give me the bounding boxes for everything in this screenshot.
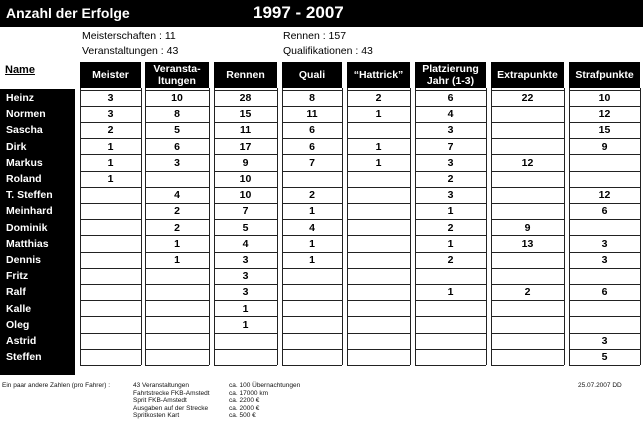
row-name: Astrid — [6, 335, 37, 347]
cell-veranstaltungen: 1 — [174, 237, 180, 250]
grid-hline — [491, 252, 564, 253]
grid-hline — [214, 300, 277, 301]
cell-quali: 1 — [309, 254, 315, 266]
grid-hline — [491, 187, 564, 188]
cell-meister: 3 — [107, 108, 114, 121]
row-name: T. Steffen — [6, 189, 53, 202]
grid-hline — [145, 300, 209, 301]
grid-vline — [347, 88, 348, 365]
cell-extrapunkte: 9 — [524, 221, 531, 234]
grid-hline — [415, 300, 486, 301]
grid-hline — [491, 90, 564, 91]
cell-extrapunkte: 12 — [521, 156, 534, 169]
grid-hline — [214, 252, 277, 253]
grid-hline — [145, 235, 209, 236]
grid-hline — [145, 203, 209, 204]
column-header-rennen — [214, 62, 277, 88]
footer-item-value: ca. 2000 € — [229, 404, 260, 412]
cell-quali: 6 — [309, 140, 315, 153]
grid-hline — [282, 122, 342, 123]
grid-hline — [415, 284, 486, 285]
grid-hline — [347, 268, 410, 269]
cell-strafpunkte: 5 — [601, 351, 608, 364]
grid-hline — [214, 138, 277, 139]
cell-meister: 1 — [107, 140, 114, 153]
column-header-line: Quali — [298, 69, 326, 81]
grid-hline — [80, 349, 141, 350]
grid-hline — [214, 106, 277, 107]
grid-hline — [569, 219, 640, 220]
grid-hline — [282, 90, 342, 91]
grid-hline — [80, 138, 141, 139]
footer-item-label: Ausgaben auf der Strecke — [133, 404, 209, 412]
cell-rennen: 10 — [239, 173, 252, 185]
cell-veranstaltungen: 6 — [174, 140, 180, 153]
grid-vline — [277, 88, 278, 365]
grid-hline — [282, 187, 342, 188]
grid-hline — [347, 106, 410, 107]
grid-hline — [282, 349, 342, 350]
cell-strafpunkte: 3 — [601, 237, 608, 250]
grid-vline — [410, 88, 411, 365]
grid-hline — [214, 235, 277, 236]
row-name: Dominik — [6, 221, 48, 234]
cell-hattrick: 1 — [375, 156, 382, 169]
grid-hline — [145, 90, 209, 91]
row-name: Meinhard — [6, 205, 53, 218]
grid-hline — [80, 365, 141, 366]
cell-rennen: 1 — [242, 318, 249, 331]
grid-hline — [214, 284, 277, 285]
grid-hline — [491, 365, 564, 366]
grid-vline — [486, 88, 487, 365]
cell-rennen: 7 — [242, 205, 249, 218]
grid-hline — [347, 316, 410, 317]
cell-rennen: 3 — [242, 270, 249, 283]
grid-hline — [80, 171, 141, 172]
grid-hline — [214, 154, 277, 155]
grid-hline — [569, 90, 640, 91]
grid-hline — [145, 252, 209, 253]
grid-hline — [415, 171, 486, 172]
grid-hline — [214, 219, 277, 220]
grid-hline — [80, 268, 141, 269]
grid-hline — [347, 333, 410, 334]
cell-extrapunkte: 22 — [521, 92, 534, 104]
grid-hline — [214, 203, 277, 204]
grid-vline — [342, 88, 343, 365]
header-bar — [0, 0, 643, 27]
row-name: Oleg — [6, 318, 30, 331]
grid-hline — [214, 333, 277, 334]
row-name: Markus — [6, 156, 43, 169]
column-header-meister — [80, 62, 141, 88]
grid-hline — [80, 90, 141, 91]
grid-hline — [415, 365, 486, 366]
column-header-line: Platzierung — [422, 63, 479, 75]
cell-meister: 2 — [107, 124, 114, 137]
grid-hline — [80, 235, 141, 236]
grid-hline — [347, 154, 410, 155]
grid-hline — [569, 187, 640, 188]
footer-item-value: ca. 17000 km — [229, 389, 269, 397]
grid-hline — [214, 365, 277, 366]
grid-hline — [145, 171, 209, 172]
grid-hline — [80, 219, 141, 220]
grid-hline — [491, 203, 564, 204]
grid-hline — [282, 219, 342, 220]
grid-hline — [569, 138, 640, 139]
grid-vline — [141, 88, 142, 365]
cell-veranstaltungen: 5 — [174, 124, 180, 137]
cell-meister: 3 — [107, 92, 114, 104]
grid-hline — [347, 349, 410, 350]
cell-strafpunkte: 10 — [598, 92, 611, 104]
cell-veranstaltungen: 8 — [174, 108, 180, 121]
grid-hline — [80, 106, 141, 107]
grid-hline — [415, 316, 486, 317]
grid-hline — [282, 171, 342, 172]
cell-rennen: 5 — [242, 221, 249, 234]
grid-hline — [282, 365, 342, 366]
row-name: Normen — [6, 108, 46, 121]
row-name: Kalle — [6, 302, 32, 315]
column-header-quali — [282, 62, 342, 88]
row-name: Dirk — [6, 140, 27, 153]
cell-veranstaltungen: 1 — [174, 254, 180, 266]
cell-strafpunkte: 15 — [598, 124, 611, 137]
cell-quali: 8 — [309, 92, 315, 104]
column-header-strafpunkte — [569, 62, 640, 88]
grid-hline — [145, 365, 209, 366]
cell-platzierung: 3 — [447, 156, 454, 169]
grid-hline — [347, 300, 410, 301]
grid-hline — [491, 154, 564, 155]
row-name: Roland — [6, 173, 42, 185]
cell-platzierung: 3 — [447, 189, 454, 202]
grid-hline — [569, 171, 640, 172]
grid-hline — [415, 219, 486, 220]
grid-hline — [569, 122, 640, 123]
cell-platzierung: 1 — [447, 237, 454, 250]
grid-hline — [569, 333, 640, 334]
grid-hline — [491, 349, 564, 350]
row-name: Fritz — [6, 270, 29, 283]
grid-hline — [491, 316, 564, 317]
grid-hline — [415, 187, 486, 188]
column-header-line: Strafpunkte — [575, 69, 634, 81]
grid-hline — [491, 106, 564, 107]
cell-meister: 1 — [107, 173, 114, 185]
cell-strafpunkte: 12 — [598, 108, 611, 121]
cell-meister: 1 — [107, 156, 114, 169]
column-header-line: ltungen — [158, 75, 196, 87]
footer-item-label: Spritkosten Kart — [133, 412, 180, 420]
page-title: Anzahl der Erfolge — [6, 5, 130, 21]
grid-hline — [282, 284, 342, 285]
cell-quali: 6 — [309, 124, 315, 137]
column-header-line: Meister — [92, 69, 129, 81]
grid-hline — [415, 90, 486, 91]
footer-item-label: Fahrtstrecke FKB-Amstedt — [133, 389, 210, 397]
footer-date: 25.07.2007 DD — [578, 382, 622, 389]
footer-item-label: Sprit FKB-Amstedt — [133, 397, 187, 405]
grid-hline — [569, 235, 640, 236]
grid-hline — [145, 138, 209, 139]
cell-platzierung: 1 — [447, 205, 454, 218]
cell-strafpunkte: 12 — [598, 189, 611, 202]
grid-hline — [80, 333, 141, 334]
grid-hline — [415, 252, 486, 253]
grid-hline — [569, 316, 640, 317]
column-header-line: “Hattrick” — [353, 69, 404, 81]
grid-hline — [80, 122, 141, 123]
grid-hline — [415, 333, 486, 334]
cell-platzierung: 1 — [447, 286, 454, 299]
grid-hline — [491, 235, 564, 236]
grid-hline — [347, 90, 410, 91]
cell-veranstaltungen: 2 — [174, 221, 180, 234]
footer-item-value: ca. 500 € — [229, 412, 256, 420]
cell-quali: 1 — [309, 205, 315, 218]
grid-hline — [569, 284, 640, 285]
grid-hline — [80, 203, 141, 204]
grid-hline — [282, 252, 342, 253]
grid-hline — [491, 268, 564, 269]
grid-hline — [145, 268, 209, 269]
grid-vline — [209, 88, 210, 365]
cell-strafpunkte: 9 — [601, 140, 608, 153]
grid-hline — [491, 171, 564, 172]
cell-strafpunkte: 3 — [601, 335, 608, 347]
grid-hline — [145, 349, 209, 350]
column-header-line: Veransta- — [153, 63, 201, 75]
grid-hline — [145, 284, 209, 285]
column-header-platzierung — [415, 62, 486, 88]
cell-rennen: 3 — [242, 286, 249, 299]
grid-hline — [282, 138, 342, 139]
row-name: Matthias — [6, 237, 49, 250]
cell-rennen: 9 — [242, 156, 249, 169]
grid-hline — [214, 171, 277, 172]
row-name: Steffen — [6, 351, 42, 364]
grid-hline — [491, 333, 564, 334]
grid-hline — [569, 154, 640, 155]
column-header-line: Rennen — [226, 69, 265, 81]
grid-hline — [569, 203, 640, 204]
grid-hline — [214, 122, 277, 123]
grid-hline — [80, 252, 141, 253]
column-header-hattrick — [347, 62, 410, 88]
grid-hline — [282, 300, 342, 301]
grid-hline — [80, 284, 141, 285]
grid-hline — [214, 316, 277, 317]
cell-veranstaltungen: 3 — [174, 156, 180, 169]
grid-hline — [145, 219, 209, 220]
cell-strafpunkte: 3 — [601, 254, 608, 266]
grid-hline — [80, 316, 141, 317]
cell-rennen: 10 — [239, 189, 252, 202]
column-header-veranstaltungen — [145, 62, 209, 88]
year-range: 1997 - 2007 — [253, 3, 344, 22]
grid-hline — [415, 138, 486, 139]
column-header-extrapunkte — [491, 62, 564, 88]
cell-veranstaltungen: 4 — [174, 189, 180, 202]
column-header-line: Extrapunkte — [497, 69, 558, 81]
cell-quali: 2 — [309, 189, 315, 202]
grid-hline — [347, 235, 410, 236]
grid-hline — [415, 349, 486, 350]
cell-strafpunkte: 6 — [601, 286, 608, 299]
cell-platzierung: 7 — [447, 140, 454, 153]
grid-hline — [282, 106, 342, 107]
grid-hline — [347, 284, 410, 285]
cell-hattrick: 2 — [375, 92, 382, 104]
grid-hline — [282, 316, 342, 317]
row-name: Ralf — [6, 286, 26, 299]
grid-hline — [347, 252, 410, 253]
cell-rennen: 3 — [242, 254, 249, 266]
grid-vline — [640, 88, 641, 365]
footer-label: Ein paar andere Zahlen (pro Fahrer) : — [2, 382, 111, 389]
grid-hline — [214, 349, 277, 350]
grid-hline — [282, 333, 342, 334]
cell-rennen: 1 — [242, 302, 249, 315]
grid-hline — [415, 106, 486, 107]
grid-hline — [347, 171, 410, 172]
grid-hline — [569, 252, 640, 253]
cell-platzierung: 2 — [447, 173, 454, 185]
grid-hline — [282, 268, 342, 269]
grid-hline — [491, 138, 564, 139]
cell-veranstaltungen: 10 — [171, 92, 183, 104]
grid-hline — [145, 154, 209, 155]
grid-hline — [145, 316, 209, 317]
grid-hline — [415, 268, 486, 269]
grid-hline — [282, 154, 342, 155]
row-name: Heinz — [6, 92, 35, 104]
grid-hline — [491, 300, 564, 301]
cell-rennen: 11 — [239, 124, 252, 137]
grid-hline — [80, 154, 141, 155]
grid-hline — [569, 349, 640, 350]
grid-hline — [347, 219, 410, 220]
summary-meisterschaften: Meisterschaften : 11 — [82, 30, 176, 42]
cell-platzierung: 6 — [447, 92, 454, 104]
grid-hline — [569, 268, 640, 269]
cell-rennen: 4 — [242, 237, 249, 250]
grid-hline — [491, 122, 564, 123]
footer-item-value: ca. 2200 € — [229, 397, 260, 405]
cell-quali: 1 — [309, 237, 315, 250]
column-header-line: Jahr (1-3) — [426, 75, 475, 87]
cell-extrapunkte: 2 — [524, 286, 531, 299]
cell-quali: 4 — [309, 221, 315, 234]
cell-hattrick: 1 — [375, 108, 382, 121]
grid-vline — [564, 88, 565, 365]
grid-hline — [347, 365, 410, 366]
grid-hline — [282, 235, 342, 236]
cell-quali: 11 — [306, 108, 318, 121]
cell-platzierung: 2 — [447, 221, 454, 234]
summary-veranstaltungen: Veranstaltungen : 43 — [82, 45, 179, 57]
grid-hline — [145, 106, 209, 107]
grid-hline — [415, 235, 486, 236]
grid-hline — [214, 268, 277, 269]
cell-platzierung: 4 — [447, 108, 454, 121]
cell-rennen: 15 — [239, 108, 252, 121]
grid-hline — [347, 203, 410, 204]
cell-hattrick: 1 — [375, 140, 382, 153]
cell-platzierung: 3 — [447, 124, 454, 137]
grid-hline — [80, 300, 141, 301]
grid-hline — [569, 300, 640, 301]
grid-hline — [214, 90, 277, 91]
grid-hline — [214, 187, 277, 188]
cell-rennen: 28 — [239, 92, 252, 104]
name-column-label: Name — [5, 64, 35, 76]
row-name: Dennis — [6, 254, 42, 266]
footer-item-value: ca. 100 Übernachtungen — [229, 382, 301, 389]
grid-hline — [569, 365, 640, 366]
grid-hline — [415, 122, 486, 123]
grid-hline — [145, 122, 209, 123]
grid-hline — [347, 138, 410, 139]
grid-hline — [145, 187, 209, 188]
grid-hline — [491, 219, 564, 220]
cell-platzierung: 2 — [447, 254, 454, 266]
grid-hline — [347, 187, 410, 188]
grid-hline — [347, 122, 410, 123]
grid-hline — [145, 333, 209, 334]
grid-hline — [80, 187, 141, 188]
cell-quali: 7 — [309, 156, 315, 169]
row-name: Sascha — [6, 124, 43, 137]
summary-rennen: Rennen : 157 — [283, 30, 347, 42]
cell-strafpunkte: 6 — [601, 205, 608, 218]
grid-hline — [415, 154, 486, 155]
grid-hline — [491, 284, 564, 285]
summary-qualifikationen: Qualifikationen : 43 — [283, 45, 373, 57]
grid-hline — [282, 203, 342, 204]
cell-rennen: 17 — [239, 140, 252, 153]
cell-veranstaltungen: 2 — [174, 205, 180, 218]
grid-hline — [569, 106, 640, 107]
grid-hline — [415, 203, 486, 204]
cell-extrapunkte: 13 — [521, 237, 534, 250]
footer-item-label: 43 Veranstaltungen — [133, 382, 190, 389]
